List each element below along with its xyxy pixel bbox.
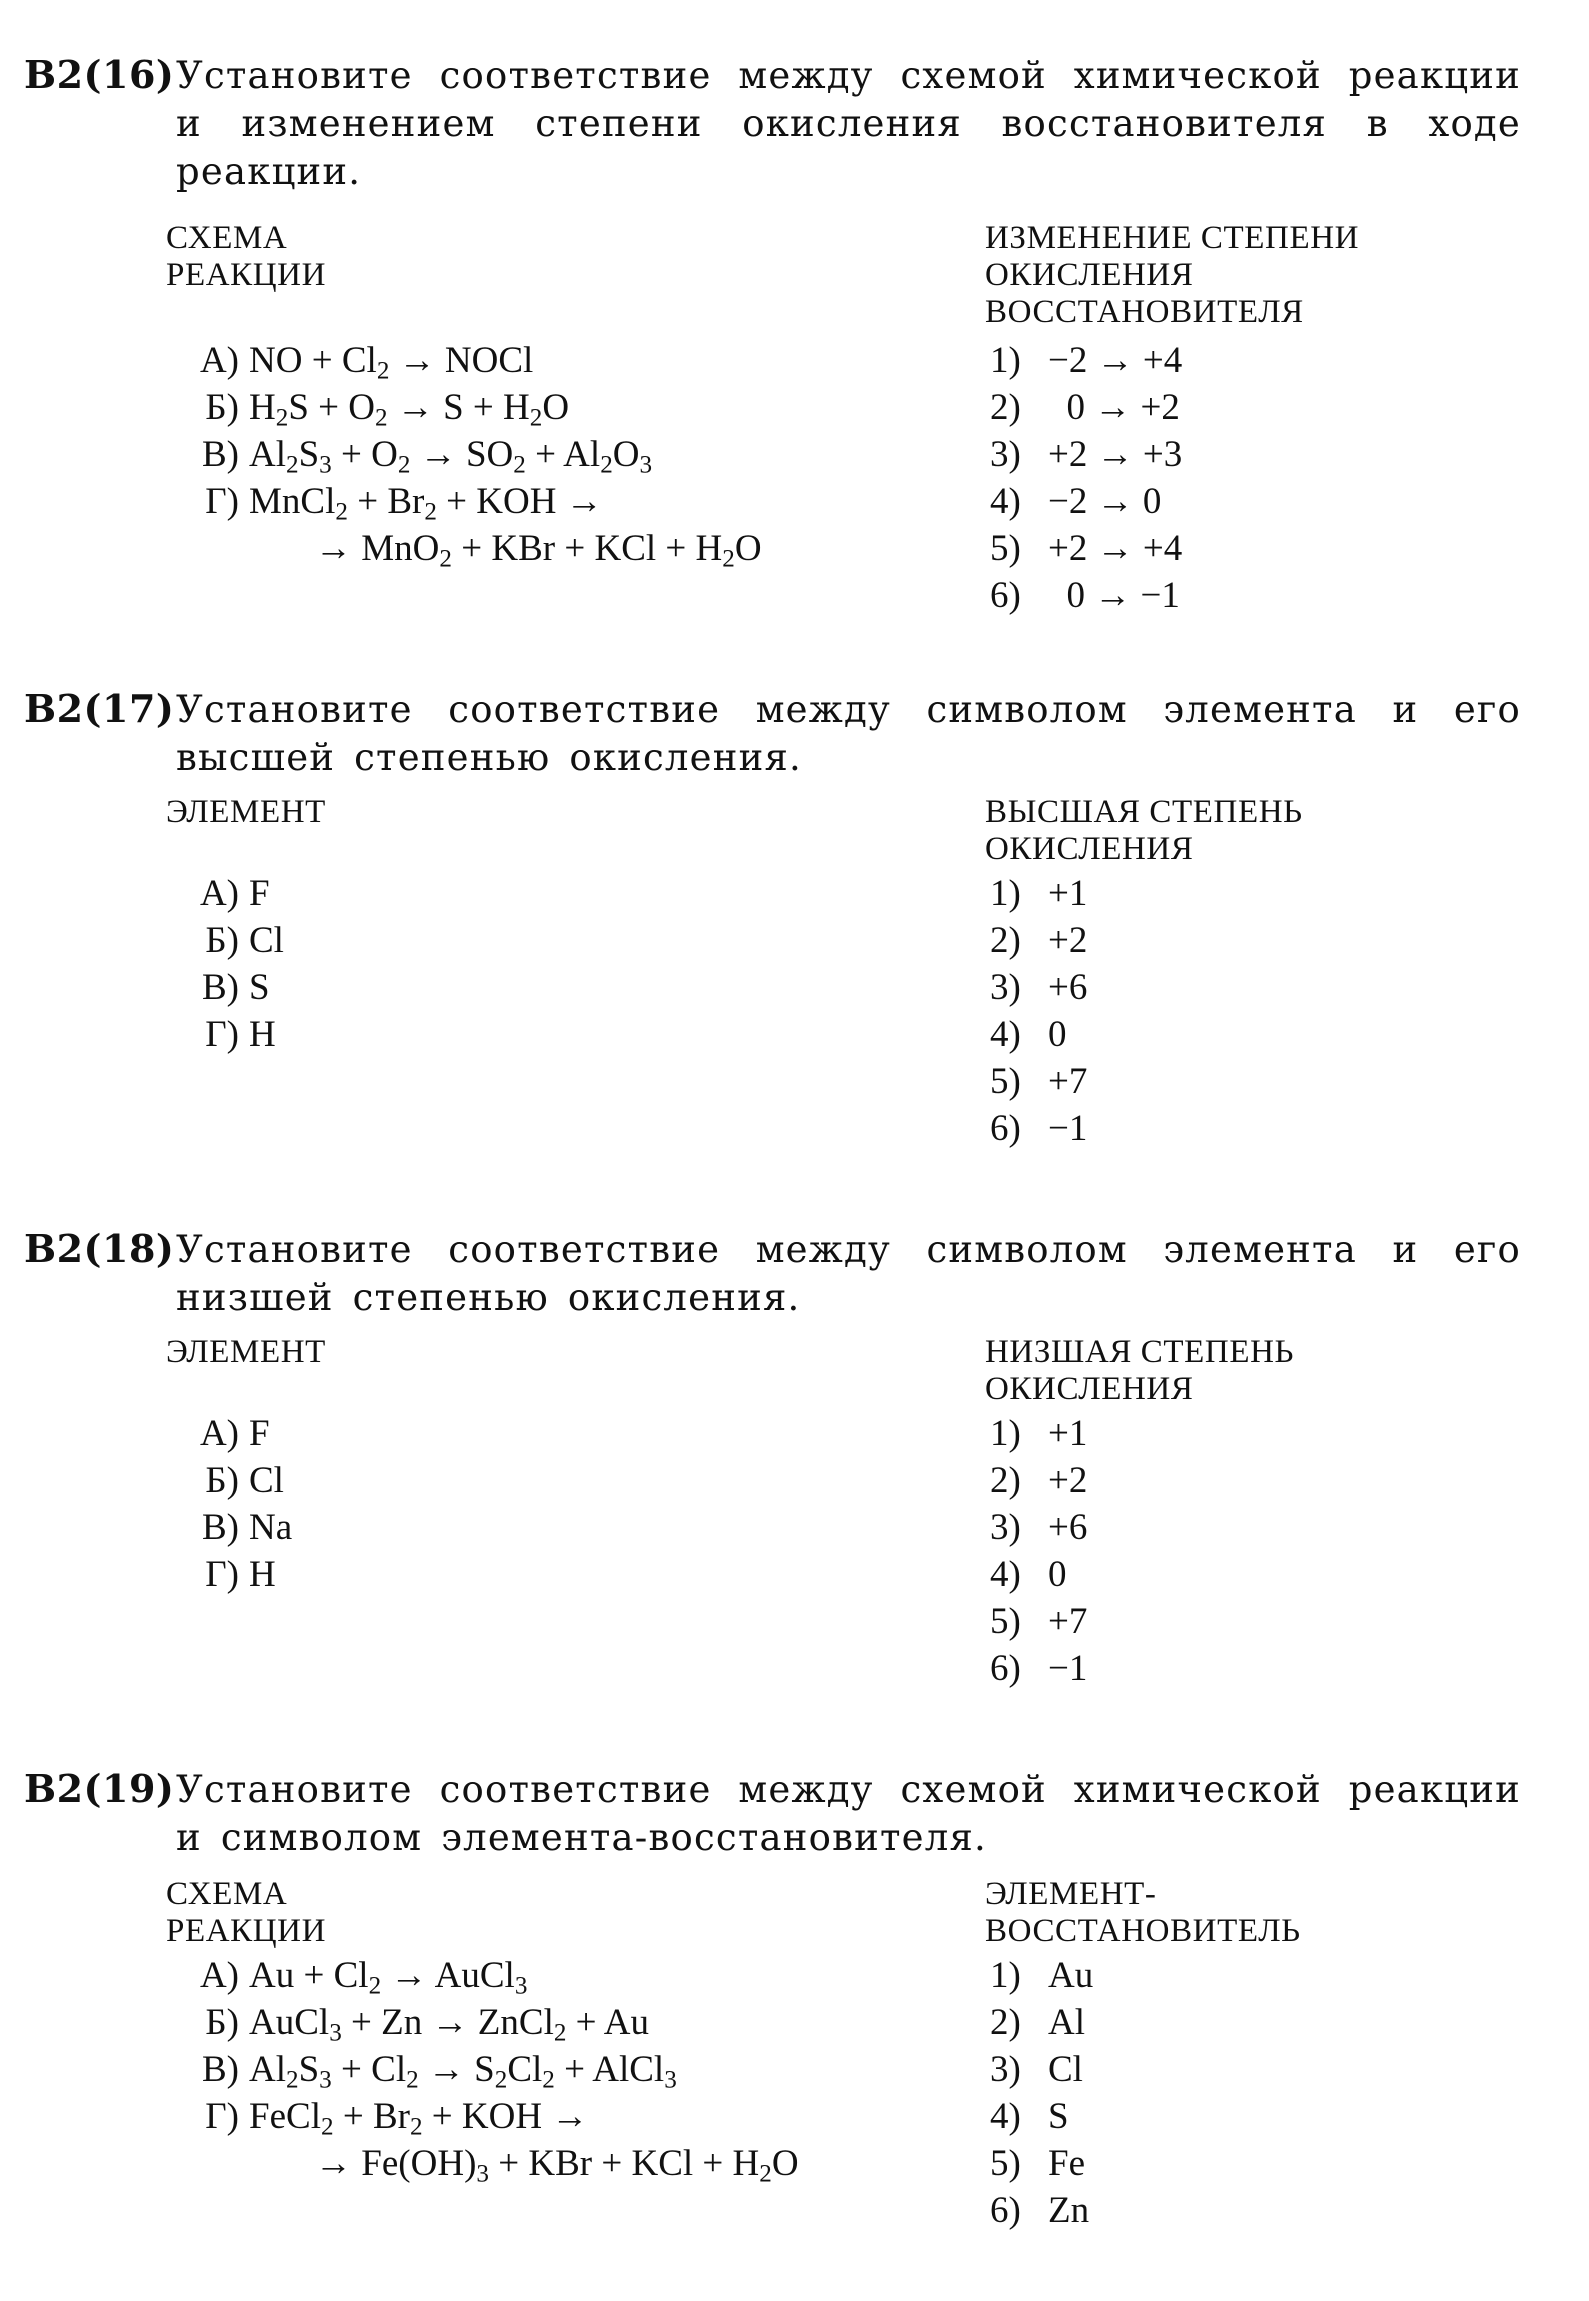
item-label: В) [202, 967, 239, 1008]
option-label: 1) [990, 1413, 1021, 1454]
list-item [173, 384, 762, 431]
option-label: 6) [990, 1108, 1021, 1149]
option-label: 1) [990, 340, 1021, 381]
right-column [990, 1952, 1093, 2234]
item-label: Г) [205, 2096, 239, 2137]
option-item [990, 478, 1182, 525]
task-number: B2(19) [24, 1766, 175, 1811]
option-label: 5) [990, 528, 1021, 569]
option-text: +2 → +4 [1048, 528, 1183, 569]
option-label: 2) [990, 920, 1021, 961]
item-text: MnCl$_2$ + $Br_2$ + KOH → [249, 481, 603, 526]
option-text: −1 [1048, 1108, 1088, 1149]
task-statement: Установите соответствие между символом элемента и его низшей степенью окисления. [176, 1228, 1521, 1319]
task-statement: Установите соответствие между схемой химической реакции и символом элемента-восстановителя. [176, 1768, 1521, 1859]
item-label: Г) [205, 1014, 239, 1055]
option-label: 3) [990, 1507, 1021, 1548]
option-text: Au [1048, 1955, 1094, 1996]
item-label: Г) [205, 1554, 239, 1595]
option-text: Fe [1048, 2143, 1085, 2184]
list-item [173, 1410, 292, 1457]
option-item [990, 1952, 1093, 1999]
option-text: Cl [1048, 2049, 1083, 2090]
item-label: Г) [205, 481, 239, 522]
item-text: $H_2S + O_2 \to S + H_2O$ [249, 387, 570, 432]
option-item [990, 917, 1087, 964]
option-text: +1 [1048, 873, 1088, 914]
item-text: AuCl$_3$ + Zn → ZnCl$_2$ + Au [249, 2002, 649, 2047]
item-label [173, 525, 239, 572]
item-label: Б) [205, 387, 239, 428]
option-text: +2 [1048, 1460, 1088, 1501]
list-item [173, 964, 284, 1011]
option-item [990, 1457, 1087, 1504]
item-text: Cl [249, 1460, 284, 1501]
list-item [173, 1011, 284, 1058]
right-column-header: ВЫСШАЯ СТЕПЕНЬ ОКИСЛЕНИЯ [985, 794, 1303, 867]
option-label: 1) [990, 873, 1021, 914]
list-item [173, 478, 762, 525]
list-item [173, 870, 284, 917]
left-column [173, 1952, 799, 2187]
option-label: 6) [990, 2190, 1021, 2231]
option-item [990, 2187, 1093, 2234]
left-column [173, 1410, 292, 1598]
item-text: F [249, 873, 270, 914]
option-text: S [1048, 2096, 1069, 2137]
option-item [990, 1105, 1087, 1152]
option-label: 4) [990, 1014, 1021, 1055]
item-text: → MnO$_2$ + KBr + KCl + $H_2O$ [315, 528, 762, 573]
left-column [173, 337, 762, 572]
item-text: H [249, 1554, 276, 1595]
left-column-header: ЭЛЕМЕНТ [166, 1334, 326, 1370]
option-item [990, 1551, 1087, 1598]
option-text: +1 [1048, 1413, 1088, 1454]
option-text: 0 [1048, 1554, 1067, 1595]
option-item [990, 2093, 1093, 2140]
right-column-header: ЭЛЕМЕНТ- ВОССТАНОВИТЕЛЬ [985, 1876, 1301, 1949]
list-item [173, 337, 762, 384]
right-column [990, 870, 1087, 1152]
option-text: +6 [1048, 967, 1088, 1008]
item-text: H [249, 1014, 276, 1055]
item-text: $Al_2S_3 + O_2 \to SO_2 + Al_2O_3$ [249, 434, 653, 479]
item-label: Б) [205, 2002, 239, 2043]
option-label: 3) [990, 2049, 1021, 2090]
item-text: Na [249, 1507, 293, 1548]
item-label: А) [199, 340, 239, 381]
item-text: → $Fe(OH)_3$ + KBr + KCl + $H_2O$ [315, 2143, 799, 2188]
option-item [990, 431, 1182, 478]
right-column-header: НИЗШАЯ СТЕПЕНЬ ОКИСЛЕНИЯ [985, 1334, 1295, 1407]
option-label: 6) [990, 1648, 1021, 1689]
option-item [990, 572, 1182, 619]
option-text: +2 [1048, 920, 1088, 961]
left-column-header: ЭЛЕМЕНТ [166, 794, 326, 830]
option-label: 3) [990, 434, 1021, 475]
option-text: +6 [1048, 1507, 1088, 1548]
option-label: 5) [990, 1601, 1021, 1642]
option-text: +7 [1048, 1061, 1088, 1102]
option-text: 0 → −1 [1048, 575, 1180, 616]
option-item [990, 1410, 1087, 1457]
option-text: +7 [1048, 1601, 1088, 1642]
task-number: B2(16) [24, 52, 175, 97]
option-label: 6) [990, 575, 1021, 616]
option-label: 4) [990, 2096, 1021, 2137]
option-item [990, 1011, 1087, 1058]
list-item [173, 1457, 292, 1504]
item-text: NO + $Cl_2$ → NOCl [249, 340, 534, 385]
item-label: В) [202, 434, 239, 475]
task-statement: Установите соответствие между схемой химической реакции и изменением степени окисления восстановителя в ходе реакции. [176, 54, 1521, 193]
option-text: −1 [1048, 1648, 1088, 1689]
item-text: Cl [249, 920, 284, 961]
list-item [173, 1999, 799, 2046]
right-column [990, 337, 1182, 619]
option-item [990, 1645, 1087, 1692]
option-label: 2) [990, 387, 1021, 428]
item-text: FeCl$_2$ + $Br_2$ + KOH → [249, 2096, 589, 2141]
item-text: $Al_2S_3 + Cl_2 \to S_2Cl_2$ + AlCl$_3$ [249, 2049, 677, 2094]
item-label: Б) [205, 920, 239, 961]
list-item [173, 1504, 292, 1551]
option-text: +2 → +3 [1048, 434, 1183, 475]
option-text: Al [1048, 2002, 1085, 2043]
list-item-continuation [173, 2140, 799, 2187]
option-item [990, 525, 1182, 572]
option-label: 5) [990, 2143, 1021, 2184]
list-item [173, 2046, 799, 2093]
option-text: −2 → +4 [1048, 340, 1183, 381]
option-text: 0 [1048, 1014, 1067, 1055]
right-column [990, 1410, 1087, 1692]
list-item-continuation [173, 525, 762, 572]
item-text: S [249, 967, 270, 1008]
list-item [173, 1952, 799, 1999]
option-item [990, 1598, 1087, 1645]
option-item [990, 964, 1087, 1011]
right-column-header: ИЗМЕНЕНИЕ СТЕПЕНИ ОКИСЛЕНИЯ ВОССТАНОВИТЕЛЯ [985, 220, 1360, 330]
option-item [990, 337, 1182, 384]
task-number: B2(18) [24, 1226, 175, 1271]
option-item [990, 1504, 1087, 1551]
option-item [990, 1999, 1093, 2046]
option-label: 3) [990, 967, 1021, 1008]
option-item [990, 2046, 1093, 2093]
task-number: B2(17) [24, 686, 175, 731]
item-label: В) [202, 2049, 239, 2090]
item-label: А) [199, 1955, 239, 1996]
left-column-header: СХЕМА РЕАКЦИИ [166, 1876, 327, 1949]
item-label: А) [199, 1413, 239, 1454]
option-text: 0 → +2 [1048, 387, 1180, 428]
option-label: 4) [990, 1554, 1021, 1595]
item-text: $Au + Cl_2$ → AuCl$_3$ [249, 1955, 528, 2000]
option-label: 4) [990, 481, 1021, 522]
option-text: −2 → 0 [1048, 481, 1162, 522]
option-label: 2) [990, 1460, 1021, 1501]
option-item [990, 2140, 1093, 2187]
option-item [990, 1058, 1087, 1105]
item-label: В) [202, 1507, 239, 1548]
left-column-header: СХЕМА РЕАКЦИИ [166, 220, 327, 293]
list-item [173, 1551, 292, 1598]
list-item [173, 2093, 799, 2140]
option-label: 5) [990, 1061, 1021, 1102]
option-text: Zn [1048, 2190, 1090, 2231]
option-item [990, 870, 1087, 917]
option-item [990, 384, 1182, 431]
list-item [173, 431, 762, 478]
item-text: F [249, 1413, 270, 1454]
item-label: Б) [205, 1460, 239, 1501]
task-statement: Установите соответствие между символом элемента и его высшей степенью окисления. [176, 688, 1521, 779]
list-item [173, 917, 284, 964]
option-label: 1) [990, 1955, 1021, 1996]
item-label [173, 2140, 239, 2187]
option-label: 2) [990, 2002, 1021, 2043]
item-label: А) [199, 873, 239, 914]
left-column [173, 870, 284, 1058]
